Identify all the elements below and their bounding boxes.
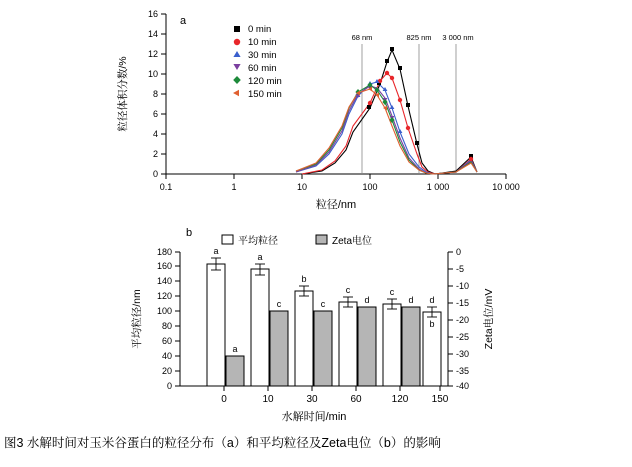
x-cat-5: 150 — [431, 394, 449, 405]
x-cat-2: 30 — [306, 394, 318, 405]
svg-text:12: 12 — [147, 49, 158, 59]
svg-text:0.1: 0.1 — [159, 182, 173, 192]
panel-b-svg — [118, 222, 518, 434]
svg-text:b: b — [429, 319, 435, 329]
panel-b-x-ticks — [221, 386, 449, 405]
svg-text:14: 14 — [147, 29, 158, 39]
svg-text:140: 140 — [156, 276, 172, 286]
panel-b-y-ticks-left — [157, 247, 180, 391]
panel-a-label: a — [180, 15, 187, 27]
svg-text:d: d — [364, 295, 370, 305]
panel-b-label: b — [186, 227, 193, 239]
svg-text:2: 2 — [152, 149, 158, 159]
svg-text:c: c — [276, 299, 282, 309]
svg-text:180: 180 — [156, 247, 172, 257]
panel-a-legend — [233, 24, 282, 100]
svg-text:-5: -5 — [456, 264, 465, 274]
svg-text:8: 8 — [152, 89, 158, 99]
panel-a-y-ticks — [148, 9, 166, 179]
svg-text:c: c — [320, 299, 326, 309]
svg-text:0: 0 — [456, 247, 462, 257]
svg-text:b: b — [301, 274, 307, 284]
x-cat-3: 60 — [350, 394, 362, 405]
svg-text:10: 10 — [147, 69, 158, 79]
panel-a-markers — [355, 47, 473, 161]
legend-item-3: 60 min — [248, 63, 277, 74]
panel-a-xlabel: 粒径/nm — [315, 199, 357, 211]
panel-b-letters-size — [213, 246, 434, 305]
svg-text:0: 0 — [166, 381, 172, 391]
panel-b-y-ticks-right — [448, 247, 469, 391]
svg-text:c: c — [389, 287, 395, 297]
panel-a-ylabel: 粒径体积分数/% — [117, 56, 129, 132]
legend-item-5: 150 min — [248, 89, 282, 100]
svg-text:d: d — [408, 295, 414, 305]
svg-text:120: 120 — [156, 291, 172, 301]
svg-text:10 000: 10 000 — [492, 182, 520, 192]
legend-item-1: 10 min — [248, 37, 277, 48]
svg-text:a: a — [213, 246, 219, 256]
panel-a-series — [296, 50, 477, 174]
svg-text:80: 80 — [161, 321, 172, 331]
svg-text:100: 100 — [156, 306, 172, 316]
x-cat-4: 120 — [391, 394, 409, 405]
svg-text:160: 160 — [156, 261, 172, 271]
legend-b-item-1: Zeta电位 — [332, 236, 373, 247]
svg-text:10: 10 — [296, 182, 308, 192]
svg-text:20: 20 — [161, 366, 172, 376]
svg-text:-40: -40 — [456, 381, 470, 391]
svg-text:-10: -10 — [456, 281, 470, 291]
svg-text:0: 0 — [152, 169, 158, 179]
series-10min-line — [302, 73, 477, 174]
x-cat-0: 0 — [221, 394, 227, 405]
figure-caption: 图3 水解时间对玉米谷蛋白的粒径分布（a）和平均粒径及Zeta电位（b）的影响 — [4, 436, 441, 450]
svg-text:-35: -35 — [456, 366, 470, 376]
svg-text:4: 4 — [152, 129, 158, 139]
svg-text:60: 60 — [161, 336, 172, 346]
svg-text:40: 40 — [161, 351, 172, 361]
panel-b-ylabel: 平均粒径/nm — [131, 289, 143, 349]
svg-text:16: 16 — [147, 9, 158, 19]
svg-text:68 nm: 68 nm — [351, 33, 373, 42]
svg-text:3 000 nm: 3 000 nm — [442, 33, 474, 42]
svg-text:c: c — [345, 285, 351, 295]
svg-text:a: a — [232, 344, 238, 354]
panel-a-x-ticks — [160, 174, 520, 192]
svg-text:825 nm: 825 nm — [406, 33, 432, 42]
legend-item-4: 120 min — [248, 76, 282, 87]
panel-b-chart — [118, 222, 518, 434]
svg-text:100: 100 — [362, 182, 378, 192]
svg-text:6: 6 — [152, 109, 158, 119]
svg-text:-30: -30 — [456, 349, 470, 359]
legend-b-item-0: 平均粒径 — [238, 236, 278, 247]
svg-text:1 000: 1 000 — [426, 182, 450, 192]
legend-item-2: 30 min — [248, 50, 277, 61]
svg-text:1: 1 — [231, 182, 237, 192]
svg-text:-20: -20 — [456, 315, 470, 325]
series-30min-line — [296, 82, 477, 174]
svg-text:a: a — [257, 252, 263, 262]
legend-item-0: 0 min — [248, 24, 272, 35]
svg-text:d: d — [429, 295, 435, 305]
panel-b-legend — [222, 234, 372, 247]
panel-a-chart — [108, 6, 528, 216]
panel-a-annotations — [352, 33, 474, 42]
panel-b-xlabel: 水解时间/min — [281, 411, 347, 423]
x-cat-1: 10 — [262, 394, 274, 405]
panel-b-y2label: Zeta电位/mV — [483, 288, 495, 350]
panel-a-svg — [108, 6, 528, 216]
svg-text:-25: -25 — [456, 332, 470, 342]
svg-text:-15: -15 — [456, 298, 470, 308]
